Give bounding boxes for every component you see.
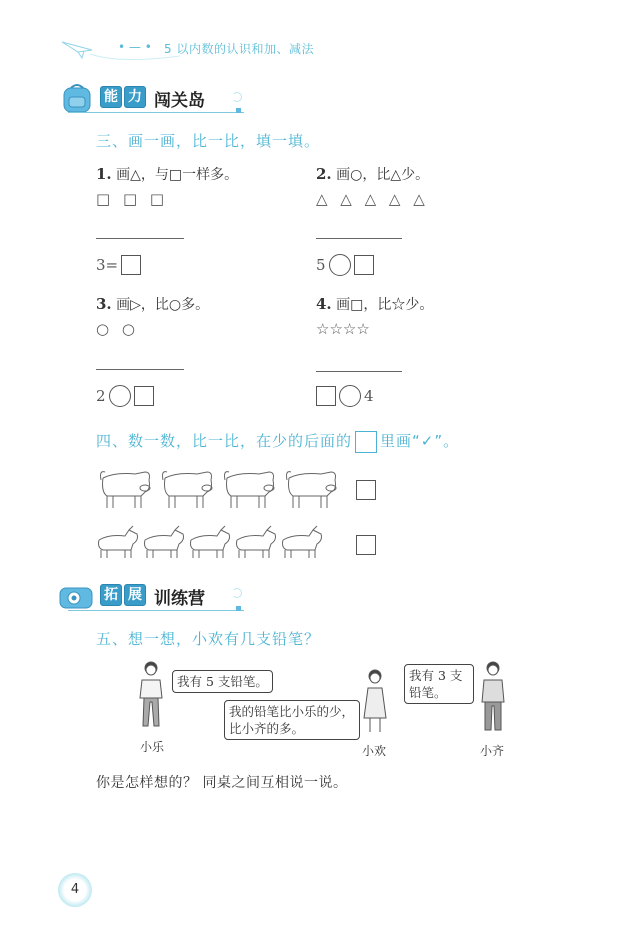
girl-xiaohuan-figure <box>360 668 390 738</box>
q3-item-2-answer-line[interactable] <box>316 238 402 239</box>
goat-answer-box[interactable] <box>356 535 376 555</box>
badge-char: 力 <box>124 86 146 108</box>
corner-decoration <box>236 108 241 113</box>
discussion-prompt: 你是怎样想的？ 同桌之间互相说一说。 <box>96 775 348 791</box>
banner-divider <box>68 610 244 611</box>
q3-item-3-given: ○ ○ <box>96 320 139 338</box>
q3-item-1-equation: 3= <box>96 254 144 275</box>
cow-row <box>95 466 345 516</box>
q3-item-4-equation: 4 <box>316 385 377 407</box>
q3-item-1-given: □ □ □ <box>96 190 169 208</box>
speech-bubble-xiaohuan: 我的铅笔比小乐的少，比小齐的多。 <box>224 700 360 740</box>
q3-item-1-prompt: 1. 画△，与□一样多。 <box>96 165 239 183</box>
section-title: 闯关岛 <box>154 91 205 111</box>
q3-item-2-given: △ △ △ △ △ <box>316 190 429 208</box>
q3-item-2-prompt: 2. 画○，比△少。 <box>316 165 430 183</box>
chapter-prefix: • — • <box>118 40 152 54</box>
question-4-title: 四、数一数，比一比，在少的后面的 里画“✓”。 <box>96 430 459 453</box>
q3-item-3-prompt: 3. 画▷，比○多。 <box>96 295 210 313</box>
goat-row <box>95 524 335 566</box>
q3-item-4-prompt: 4. 画□，比☆少。 <box>316 295 434 313</box>
badge-char: 展 <box>124 584 146 606</box>
q3-item-2-equation: 5 <box>316 254 377 276</box>
banner-divider <box>68 112 244 113</box>
q3-item-1-answer-line[interactable] <box>96 238 184 239</box>
speech-bubble-xiaoqi: 我有 3 支铅笔。 <box>404 664 474 704</box>
q3-item-3-answer-line[interactable] <box>96 369 184 370</box>
cow-answer-box[interactable] <box>356 480 376 500</box>
badge-char: 能 <box>100 86 122 108</box>
q3-item-4-answer-line[interactable] <box>316 371 402 372</box>
inline-box-icon <box>355 431 377 453</box>
swirl-decoration <box>232 92 242 102</box>
section-banner-extension <box>58 578 248 612</box>
page-number: 4 <box>58 873 92 907</box>
backpack-icon <box>58 82 96 114</box>
answer-box[interactable] <box>121 255 141 275</box>
answer-box[interactable] <box>354 255 374 275</box>
goat-icon <box>95 524 335 566</box>
swirl-decoration <box>232 588 242 598</box>
section-title: 训练营 <box>154 589 205 609</box>
answer-box[interactable] <box>134 386 154 406</box>
q3-item-4-given: ☆☆☆☆ <box>316 320 370 338</box>
chapter-title: 5 以内数的认识和加、减法 <box>164 42 314 56</box>
cow-icon <box>95 466 345 516</box>
answer-box[interactable] <box>316 386 336 406</box>
person-label-xiaoqi: 小齐 <box>480 744 505 758</box>
camera-icon <box>58 582 96 610</box>
person-label-xiaole: 小乐 <box>140 740 165 754</box>
boy-xiaoqi-figure <box>478 660 508 738</box>
corner-decoration <box>236 606 241 611</box>
boy-xiaole-figure <box>136 660 166 734</box>
question-5-title: 五、想一想，小欢有几支铅笔？ <box>96 630 321 648</box>
person-label-xiaohuan: 小欢 <box>362 744 387 758</box>
compare-circle[interactable] <box>339 385 361 407</box>
section-banner-ability <box>58 80 248 114</box>
compare-circle[interactable] <box>109 385 131 407</box>
q3-item-3-equation: 2 <box>96 385 157 407</box>
speech-bubble-xiaole: 我有 5 支铅笔。 <box>172 670 273 693</box>
compare-circle[interactable] <box>329 254 351 276</box>
question-3-title: 三、画一画，比一比，填一填。 <box>96 132 321 150</box>
badge-char: 拓 <box>100 584 122 606</box>
